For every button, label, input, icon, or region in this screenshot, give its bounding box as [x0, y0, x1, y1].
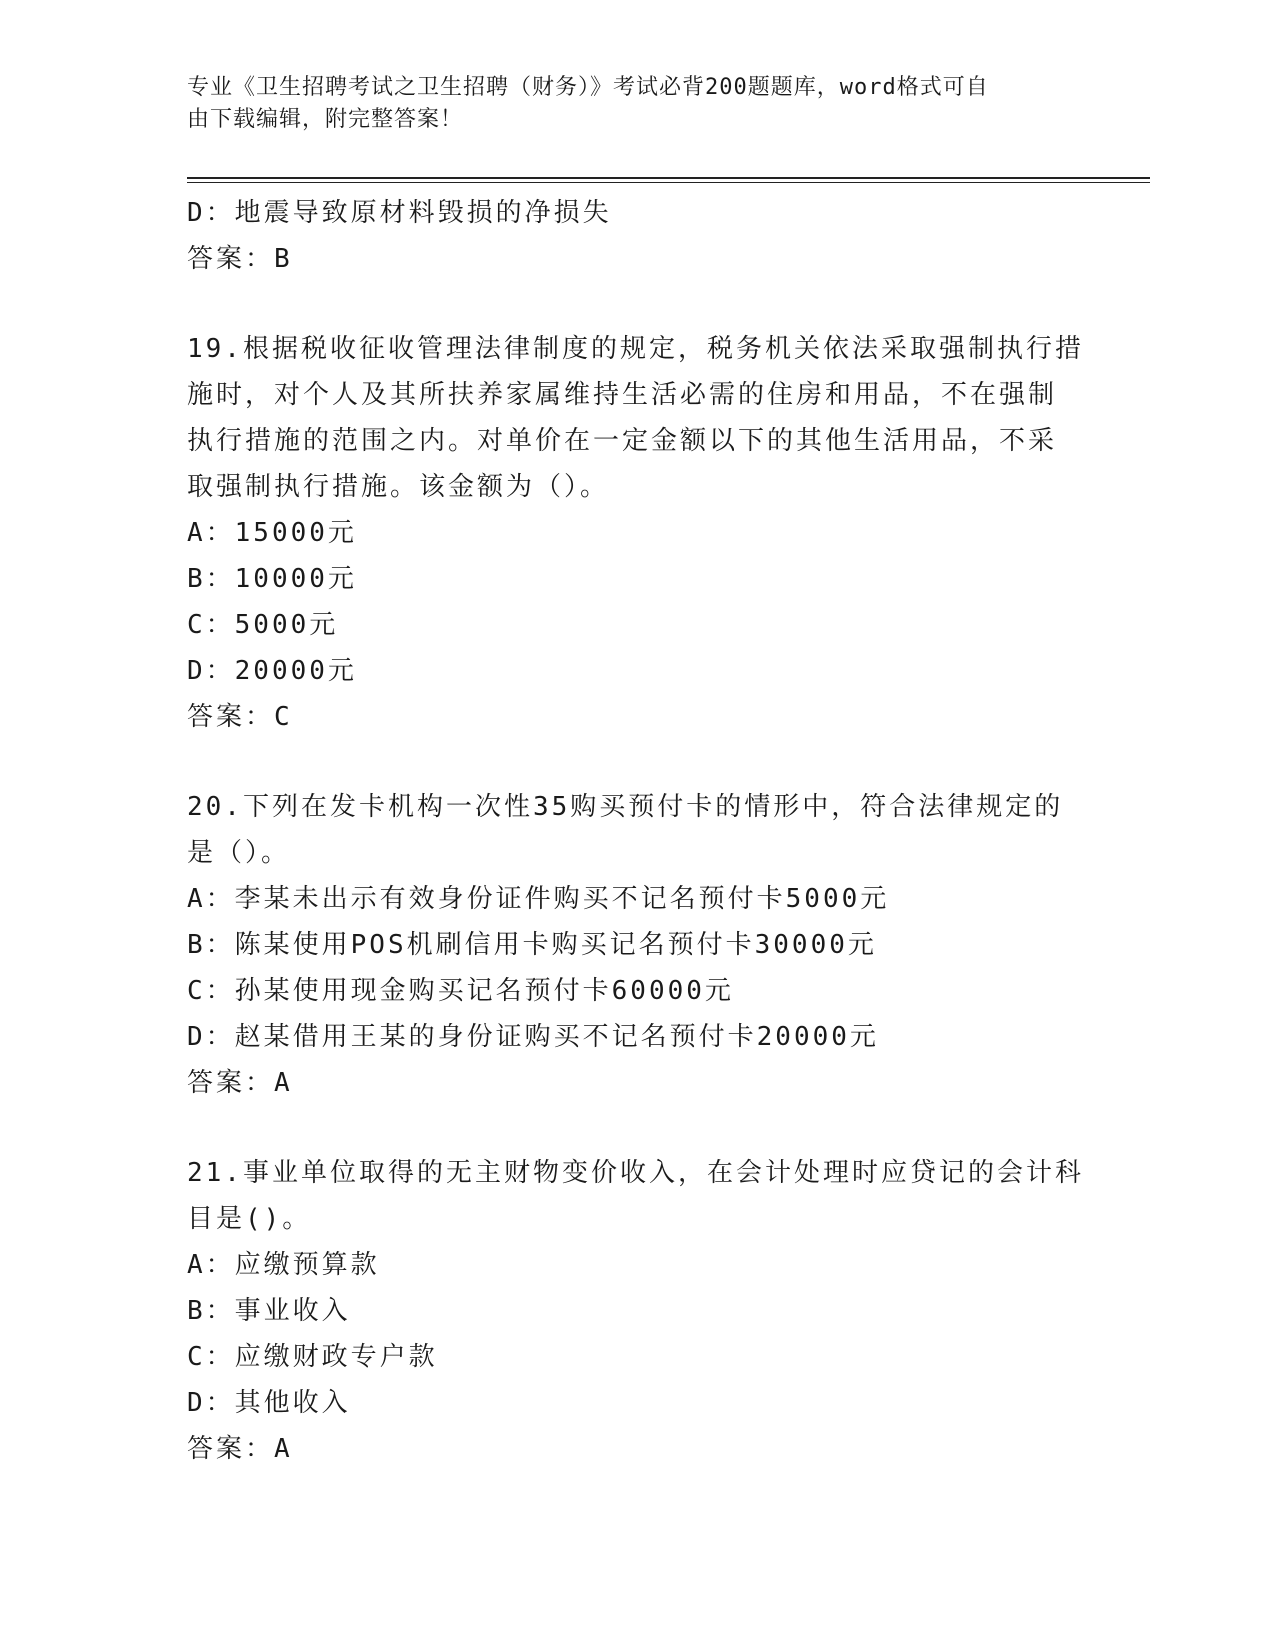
question-stem-line: 目是()。 [187, 1204, 312, 1234]
spacer [187, 282, 1087, 326]
question-stem-line: 19.根据税收征收管理法律制度的规定，税务机关依法采取强制执行措 [187, 334, 1084, 364]
option-d: D：赵某借用王某的身份证购买不记名预付卡20000元 [187, 1022, 879, 1052]
option-a: A：应缴预算款 [187, 1250, 380, 1280]
question-19 [187, 326, 1087, 740]
option-a: A：15000元 [187, 518, 357, 548]
question-stem-line: 21.事业单位取得的无主财物变价收入，在会计处理时应贷记的会计科 [187, 1158, 1084, 1188]
question-stem-line: 20.下列在发卡机构一次性35购买预付卡的情形中，符合法律规定的 [187, 792, 1064, 822]
question-stem-line: 取强制执行措施。该金额为（）。 [187, 472, 610, 502]
option-b: B：陈某使用POS机刷信用卡购买记名预付卡30000元 [187, 930, 877, 960]
question-20 [187, 784, 1087, 1106]
question-21 [187, 1150, 1087, 1472]
header-line-1: 专业《卫生招聘考试之卫生招聘（财务）》考试必背200题题库，word格式可自 [187, 75, 989, 100]
option-d: D：地震导致原材料毁损的净损失 [187, 198, 612, 228]
question-list [187, 190, 1087, 1472]
question-stem-line: 执行措施的范围之内。对单价在一定金额以下的其他生活用品，不采 [187, 426, 1058, 456]
carryover-block [187, 190, 1087, 282]
question-stem-line: 是（）。 [187, 838, 291, 868]
answer-line: 答案：A [187, 1068, 293, 1098]
answer-line: 答案：B [187, 244, 293, 274]
option-a: A：李某未出示有效身份证件购买不记名预付卡5000元 [187, 884, 890, 914]
answer-line: 答案：A [187, 1434, 293, 1464]
answer-line: 答案：C [187, 702, 293, 732]
spacer [187, 740, 1087, 784]
option-d: D：其他收入 [187, 1388, 351, 1418]
document-header [187, 72, 1067, 136]
option-b: B：事业收入 [187, 1296, 351, 1326]
option-d: D：20000元 [187, 656, 357, 686]
spacer [187, 1106, 1087, 1150]
header-divider-thin [187, 182, 1150, 183]
question-stem-line: 施时，对个人及其所扶养家属维持生活必需的住房和用品，不在强制 [187, 380, 1058, 410]
option-c: C：孙某使用现金购买记名预付卡60000元 [187, 976, 734, 1006]
option-c: C：应缴财政专户款 [187, 1342, 438, 1372]
option-b: B：10000元 [187, 564, 357, 594]
header-divider-thick [187, 177, 1150, 179]
header-line-2: 由下载编辑，附完整答案！ [187, 107, 464, 132]
option-c: C：5000元 [187, 610, 339, 640]
